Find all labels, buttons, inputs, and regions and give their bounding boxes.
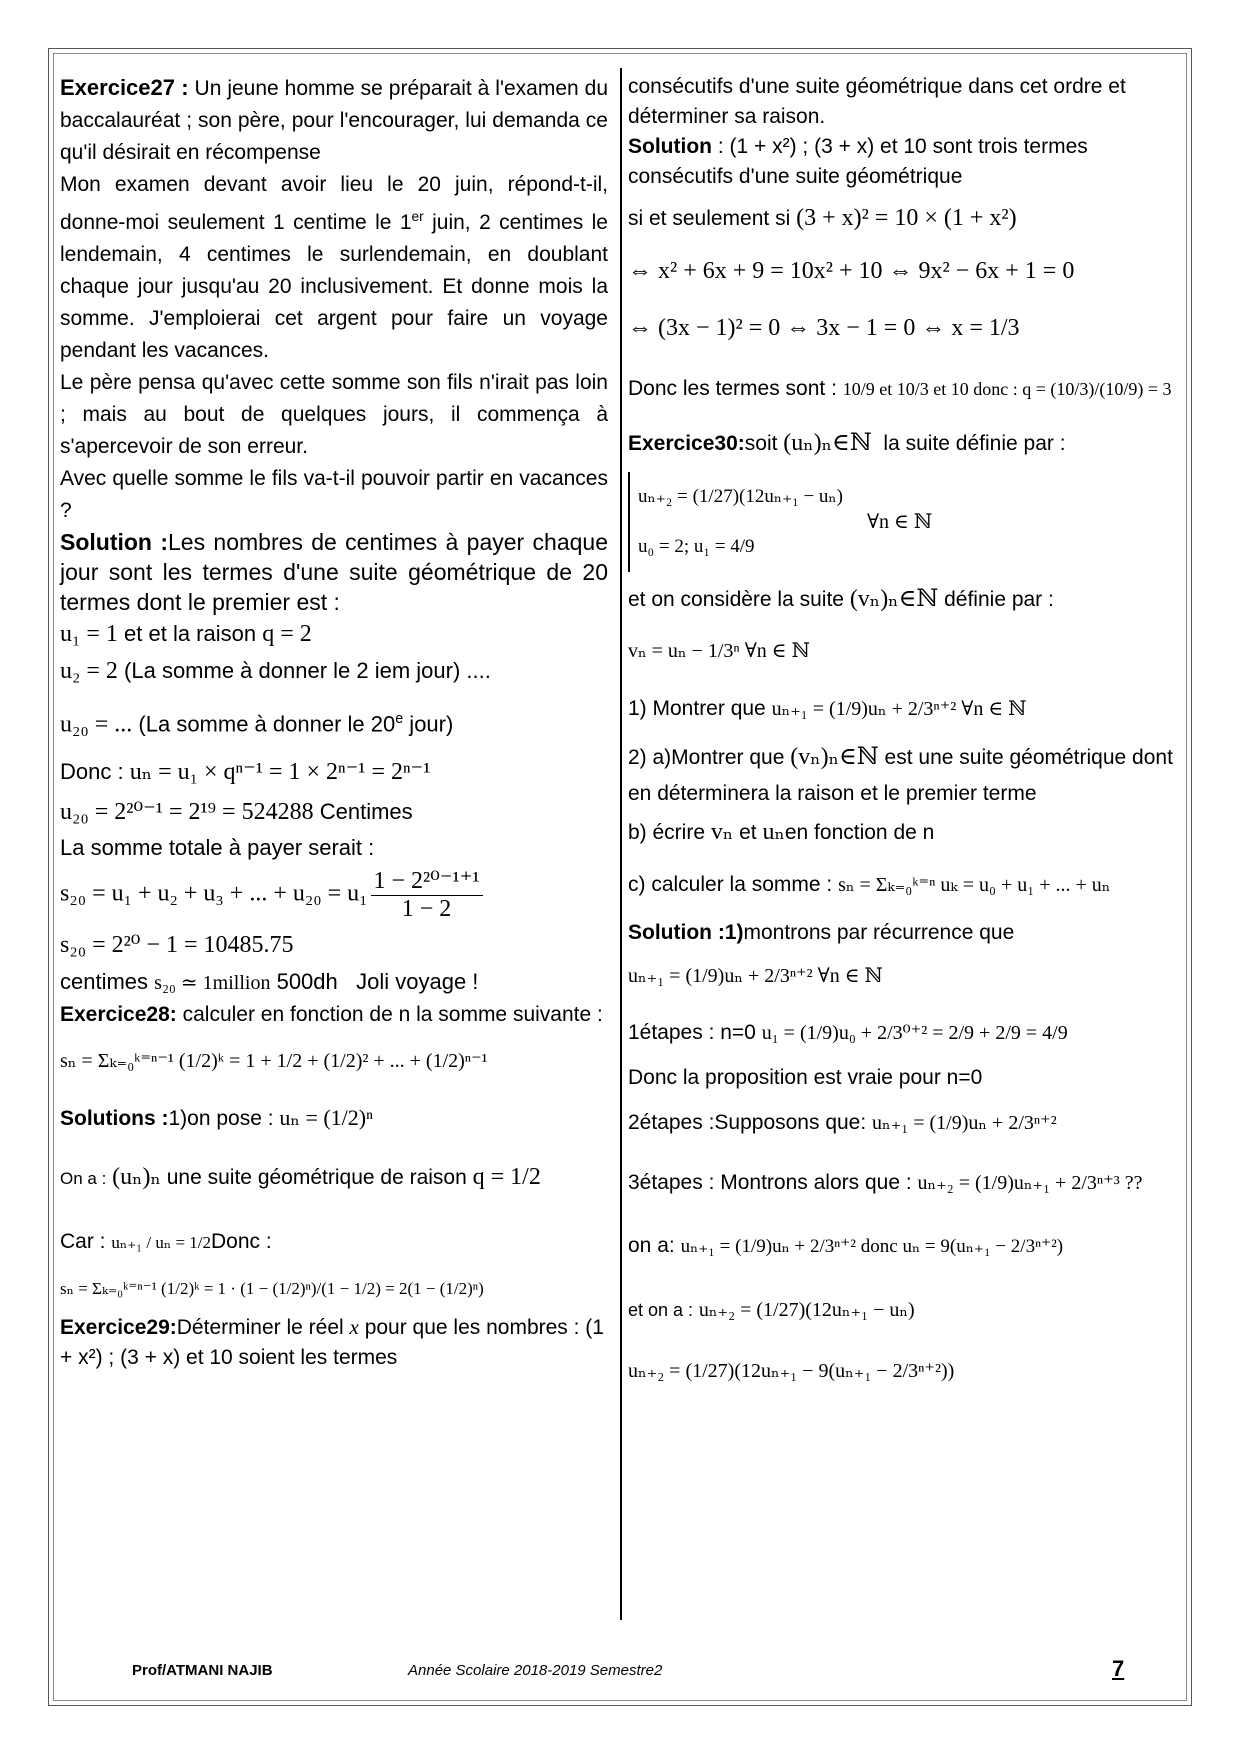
question2b-et: et [739,821,757,844]
exercise27-question: Avec quelle somme le fils va-t-il pouvoir partir en vacances ? [60,467,608,522]
formula-s20-value: s₂₀ = 2²⁰ − 1 = 10485.75 [60,932,294,959]
exercise30-system [628,472,1178,572]
consider-text-a: et on considère la suite [628,588,844,611]
vn-def-line [628,623,1178,679]
system-equations [638,472,843,572]
formula-un-seq-n: (uₙ)ₙ∈ℕ [783,430,872,456]
formula-un: uₙ [762,819,785,845]
formula-etona: uₙ₊₂ = (1/27)(12uₙ₊₁ − uₙ) [698,1299,915,1321]
question2b-line [628,812,1178,853]
exercise28-title: Exercice28: [60,1003,177,1027]
solution28-text: 1)on pose : [168,1107,274,1131]
u20-value-line [60,792,608,832]
solution27-u20-text-b: jour) [403,711,454,737]
exercise28-text: calculer en fonction de n la somme suivante : [182,1003,603,1027]
formula-sn-def: sₙ = Σₖ₌₀ᵏ⁼ⁿ⁻¹ (1/2)ᵏ = 1 + 1/2 + (1/2)² + ... + (1/2)ⁿ⁻¹ [60,1050,488,1073]
consider-line [628,576,1178,623]
formula-u1: u₁ = 1 [60,621,118,647]
step1-line [628,1003,1178,1063]
u20-unit: Centimes [319,799,413,825]
solution27-et: et et la raison [124,621,257,646]
solution30-line [628,917,1178,949]
formula-u20-value: u₂₀ = 2²⁰⁻¹ = 2¹⁹ = 524288 [60,799,314,826]
solution27-u20-line [60,699,608,744]
exercise29-continuation: consécutifs d'une suite géométrique dans cet ordre et déterminer sa raison. [628,75,1126,128]
solution27-first-term [60,617,608,651]
column-divider [620,68,622,1620]
formula-terms: 10/9 et 10/3 et 10 donc : q = (10/3)/(10/9) = 3 [842,379,1172,399]
exercise30-text-a: soit [744,432,778,455]
exercise30-title: Exercice30: [628,432,745,455]
final-line [628,1340,1178,1402]
formula-initial: u₀ = 2; u₁ = 4/9 [638,536,755,557]
equation1-line [628,245,1178,298]
question2b-text-b: en fonction de n [784,821,935,844]
formula-step2: uₙ₊₁ = (1/9)uₙ + 2/3ⁿ⁺² [872,1112,1057,1134]
solution27-u2-line [60,651,608,691]
exercise27-title: Exercice27 : [60,75,189,100]
exercise30-statement [628,419,1178,468]
step3-line [628,1153,1178,1213]
ona-label: On a : [60,1169,107,1189]
total-text: La somme totale à payer serait : [60,835,375,861]
ona-text: une suite géométrique de raison [166,1166,467,1190]
exercise28-statement [60,1001,608,1029]
solution27-label: Solution : [60,529,168,555]
ona2-line [628,1213,1178,1280]
car-label: Car : [60,1230,106,1254]
formula-million: s₂₀ ≃ 1million [154,972,271,995]
formula-vn-seq: (vₙ)ₙ∈ℕ [849,586,939,612]
s20-fraction-num: 1 − 2²⁰⁻¹⁺¹ [371,868,483,895]
question2a-line [628,739,1178,812]
formula-vn-def: vₙ = uₙ − 1/3ⁿ ∀n ∈ ℕ [628,640,810,662]
formula-step1: u₁ = (1/9)u₀ + 2/3⁰⁺² = 2/9 + 2/9 = 4/9 [761,1022,1068,1044]
formula-u20: u₂₀ = ... [60,711,133,738]
exercise27-paragraph2 [60,169,608,367]
consider-text-b: définie par : [944,588,1054,611]
footer-author: Prof/ATMANI NAJIB [132,1662,273,1679]
equation2-line [628,298,1178,359]
step3-text: 3étapes : Montrons alors que : [628,1171,912,1194]
donc-terms-line [628,359,1178,419]
centimes-dh: 500dh [276,969,338,995]
formula-vn-seq-2: (vₙ)ₙ∈ℕ [790,744,879,770]
solution30-formula-line [628,949,1178,1003]
formula-u2: u₂ = 2 [60,658,118,684]
step1-text: 1étapes : n=0 [628,1021,756,1044]
right-column [628,72,1178,1402]
formula-q: q = 2 [262,621,312,647]
question2c-line [628,853,1178,917]
exercise27-text1: Un jeune homme se préparait à l'examen du baccalauréat ; son père, pour l'encourager, lui demanda ce qu'il désirait en récompense [60,77,608,164]
solution28-label: Solutions : [60,1107,169,1131]
solution30-label: Solution :1) [628,921,744,944]
exercise27-paragraph3: Le père pensa qu'avec cette somme son fils n'irait pas loin ; mais au bout de quelques jours, il commença à s'apercevoir de son erreur. [60,371,608,458]
formula-s20-sum: s₂₀ = u₁ + u₂ + u₃ + ... + u₂₀ = u₁ [60,881,368,908]
ona-line [60,1144,608,1212]
exercise27-statement [60,72,608,169]
formula-q1: uₙ₊₁ = (1/9)uₙ + 2/3ⁿ⁺² ∀n ∈ ℕ [771,698,1027,720]
formula-q-half: q = 1/2 [472,1164,541,1191]
car-donc: Donc : [211,1230,272,1254]
formula-un-seq: (uₙ)ₙ [112,1164,161,1191]
solution27-u2-text: (La somme à donner le 2 iem jour) .... [124,658,491,683]
ona2-text: on a: [628,1234,675,1257]
formula-sol30: uₙ₊₁ = (1/9)uₙ + 2/3ⁿ⁺² ∀n ∈ ℕ [628,965,883,987]
car-sum-line [60,1273,608,1304]
s20-value-line [60,926,608,964]
exercise29-statement [60,1312,608,1373]
question2b-text-a: b) écrire [628,821,706,844]
s20-sum-line [60,868,608,922]
formula-recurrence: uₙ₊₂ = (1/27)(12uₙ₊₁ − uₙ) [638,486,843,507]
centimes-word: centimes [60,969,149,995]
question2a-text-a: 2) a)Montrer que [628,746,785,769]
formula-vn: vₙ [710,819,734,845]
formula-ona2: uₙ₊₁ = (1/9)uₙ + 2/3ⁿ⁺² donc uₙ = 9(uₙ₊₁ − 2/3ⁿ⁺²) [680,1236,1064,1257]
exercise29-text-a: Déterminer le réel [176,1316,344,1340]
formula-un-half: uₙ = (1/2)ⁿ [279,1105,374,1131]
exercise29-title: Exercice29: [60,1316,177,1340]
donc-line [60,752,608,792]
solution27-u20-text-a: (La somme à donner le 20 [138,711,396,737]
exercise28-formula-line [60,1029,608,1093]
etona-text: et on a : [628,1300,694,1320]
formula-sn-result: sₙ = Σₖ₌₀ᵏ⁼ⁿ⁻¹ (1/2)ᵏ = 1 · (1 − (1/2)ⁿ)/(1 − 1/2) = 2(1 − (1/2)ⁿ) [60,1279,484,1299]
s20-fraction-den: 1 − 2 [401,895,452,922]
formula-eq1: ⇔ x² + 6x + 9 = 10x² + 10 ⇔ 9x² − 6x + 1 = 0 [628,258,1075,284]
question1-line [628,679,1178,739]
exercise29-x: x [349,1315,359,1340]
donc-terms-text: Donc les termes sont : [628,377,837,400]
formula-eq2: ⇔ (3x − 1)² = 0 ⇔ 3x − 1 = 0 ⇔ x = 1/3 [628,315,1020,341]
centimes-line [60,964,608,1001]
solution29-text: : (1 + x²) ; (3 + x) et 10 sont trois termes consécutifs d'une suite géométrique [628,135,1088,188]
etona-line [628,1280,1178,1340]
step2-line [628,1093,1178,1153]
exercise29-text-b: pour que les nombres : (1 + x²) ; (3 + x) et 10 soient les termes [60,1316,604,1370]
formula-step3: uₙ₊₂ = (1/9)uₙ₊₁ + 2/3ⁿ⁺³ ?? [917,1172,1143,1194]
solution30-text: montrons par récurrence que [743,921,1015,944]
solution28-line [60,1093,608,1144]
solution27-text: Les nombres de centimes à payer chaque jour sont les termes d'une suite géométrique de 20 termes dont le premier est : [60,529,608,615]
footer-school-year: Année Scolaire 2018-2019 Semestre2 [408,1662,663,1679]
exercise27-sup: er [411,209,424,224]
solution27-intro [60,527,608,617]
step1-conclusion: Donc la proposition est vraie pour n=0 [628,1066,983,1089]
formula-ratio: uₙ₊₁ / uₙ = 1/2 [111,1233,212,1253]
formula-forall: ∀n ∈ ℕ [866,511,933,533]
question2c-text: c) calculer la somme : [628,873,833,896]
formula-sissi: (3 + x)² = 10 × (1 + x²) [796,205,1017,231]
question1-text: 1) Montrer que [628,697,766,720]
donc-label: Donc : [60,759,124,785]
solution29-intro [628,132,1178,192]
step2-text: 2étapes :Supposons que: [628,1111,867,1134]
solution27-u20-sup: e [395,711,404,727]
exercise27-text2b: juin, 2 centimes le lendemain, 4 centimes le surlendemain, en doublant chaque jour jusqu'au 20 inclusivement. Et donne mois la somme. J'emploierai cet argent pour faire un voyage pendant les vacances. [60,211,608,362]
left-column [60,72,608,1373]
solution29-label: Solution [628,135,712,158]
formula-un-general: uₙ = u₁ × qⁿ⁻¹ = 1 × 2ⁿ⁻¹ = 2ⁿ⁻¹ [129,759,431,786]
exercise27-text2a: Mon examen devant avoir lieu le 20 juin, répond-t-il, donne-moi seulement 1 centime le 1 [60,173,608,234]
exercise30-text-b: la suite définie par : [883,432,1066,455]
s20-fraction [371,868,483,922]
question2a-text-b: est une suite géométrique dont en déterminera la raison et le premier terme [628,746,1173,805]
car-line [60,1212,608,1273]
sissi-text: si et seulement si [628,207,791,230]
page-number: 7 [1112,1656,1125,1681]
joli-voyage: Joli voyage ! [356,969,479,995]
sissi-line [628,192,1178,245]
formula-final: uₙ₊₂ = (1/27)(12uₙ₊₁ − 9(uₙ₊₁ − 2/3ⁿ⁺²)) [628,1360,955,1382]
formula-sum-sn: sₙ = Σₖ₌₀ᵏ⁼ⁿ uₖ = u₀ + u₁ + ... + uₙ [838,874,1111,896]
